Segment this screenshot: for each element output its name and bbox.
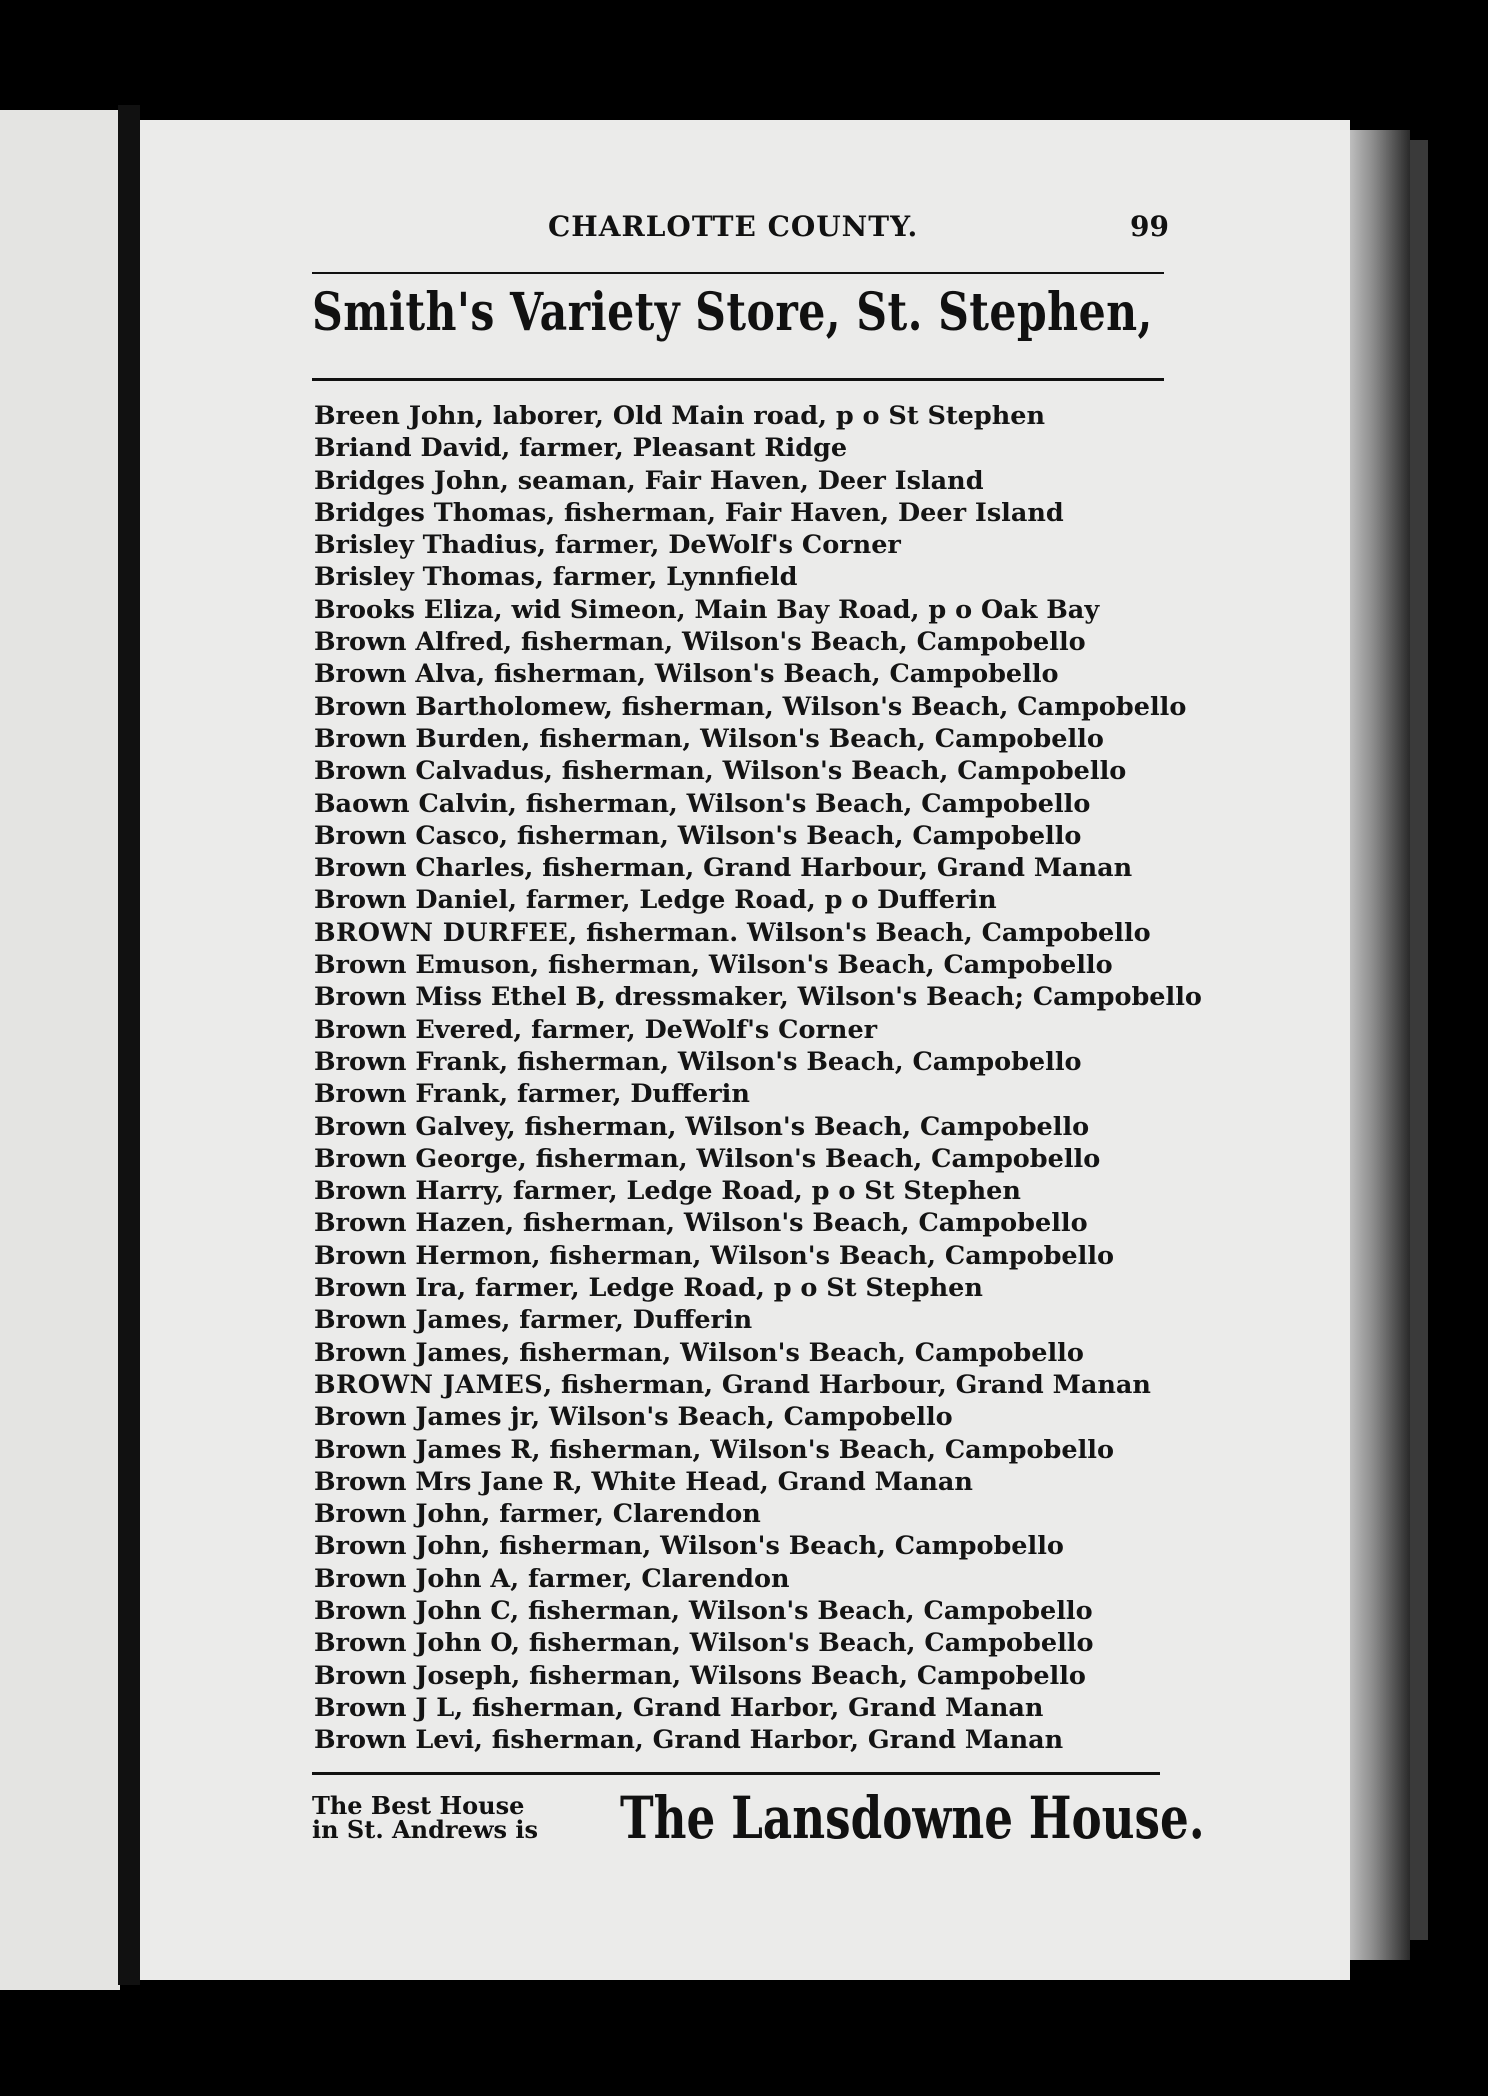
entry-name: Brown Charles bbox=[314, 853, 525, 884]
entry-details: , laborer, Old Main road, p o St Stephen bbox=[475, 401, 1046, 431]
entry-name: Brown Frank bbox=[314, 1046, 500, 1077]
entry-name: Brooks Eliza bbox=[314, 594, 494, 625]
entry-name: Brown Galvey bbox=[314, 1111, 507, 1142]
entry-name: Brown Casco bbox=[314, 820, 500, 851]
directory-entry bbox=[314, 1078, 1194, 1110]
top-rule bbox=[312, 272, 1164, 274]
entry-details: , farmer, Pleasant Ridge bbox=[501, 433, 848, 464]
entry-name: Baown Calvin bbox=[314, 788, 509, 819]
book-spine-shadow bbox=[1410, 140, 1428, 1940]
entry-details: , wid Simeon, Main Bay Road, p o Oak Bay bbox=[493, 594, 1100, 625]
entry-details: , fisherman, Wilson's Beach, Campobello bbox=[503, 627, 1086, 658]
entry-name: Briand David bbox=[314, 433, 502, 464]
footer-tagline bbox=[312, 1791, 602, 1844]
directory-entry bbox=[314, 1272, 1194, 1304]
directory-entry bbox=[314, 626, 1194, 658]
entry-name: Brown John A bbox=[314, 1563, 511, 1594]
directory-entry bbox=[314, 432, 1194, 464]
footer-tagline-line-2: in St. Andrews is bbox=[312, 1815, 538, 1844]
entry-details: , fisherman, Wilson's Beach, Campobello bbox=[505, 1208, 1088, 1239]
entry-name: Brown James bbox=[314, 1305, 502, 1336]
directory-entry bbox=[314, 1369, 1194, 1401]
directory-entry bbox=[314, 561, 1194, 593]
top-advertisement: Smith's Variety Store, St. Stephen, bbox=[312, 282, 1153, 343]
entry-name: Brisley Thadius bbox=[314, 530, 538, 561]
directory-entry bbox=[314, 658, 1194, 690]
directory-entry bbox=[314, 852, 1194, 884]
entry-details: , fisherman, Wilson's Beach, Campobello bbox=[543, 756, 1127, 787]
directory-entry bbox=[314, 1014, 1194, 1046]
entry-name: Brown Alva bbox=[314, 659, 477, 690]
entry-details: , fisherman, Wilson's Beach, Campobello bbox=[499, 1046, 1082, 1077]
entry-name: Brown Hermon bbox=[314, 1240, 532, 1271]
entry-details: , farmer, Dufferin bbox=[501, 1305, 753, 1336]
directory-entry bbox=[314, 400, 1194, 432]
entry-name: Brown Levi bbox=[314, 1725, 475, 1756]
directory-entry bbox=[314, 1337, 1194, 1369]
entry-details: , farmer, Clarendon bbox=[481, 1499, 761, 1530]
entry-name: BROWN DURFEE bbox=[314, 917, 569, 948]
entry-details: , farmer, DeWolf's Corner bbox=[537, 530, 901, 561]
directory-entry bbox=[314, 917, 1194, 949]
entry-details: , fisherman, Grand Harbor, Grand Manan bbox=[474, 1725, 1064, 1756]
entry-name: Brown Daniel bbox=[314, 885, 509, 916]
entry-details: , fisherman, Wilson's Beach, Campobello bbox=[531, 1240, 1115, 1271]
facing-page-edge bbox=[0, 110, 120, 1990]
entry-details: , fisherman, Wilson's Beach, Campobello bbox=[530, 950, 1113, 981]
directory-entry bbox=[314, 884, 1194, 916]
entry-name: Brown J L bbox=[314, 1692, 455, 1723]
entry-details: , fisherman. Wilson's Beach, Campobello bbox=[568, 917, 1151, 948]
entry-name: Brown James jr bbox=[314, 1402, 532, 1433]
directory-entry bbox=[314, 723, 1194, 755]
directory-entry bbox=[314, 1207, 1194, 1239]
entry-details: , fisherman, Fair Haven, Deer Island bbox=[546, 497, 1064, 528]
page-edges bbox=[1350, 130, 1410, 1960]
entry-name: Brisley Thomas bbox=[314, 562, 536, 593]
entry-details: , fisherman, Grand Harbor, Grand Manan bbox=[454, 1692, 1044, 1723]
bottom-advertisement bbox=[312, 1784, 1205, 1860]
directory-entry bbox=[314, 820, 1194, 852]
entry-details: , fisherman, Wilson's Beach, Campobello bbox=[531, 1434, 1114, 1465]
entry-name: Brown Calvadus bbox=[314, 756, 544, 787]
entry-name: Brown Evered bbox=[314, 1014, 514, 1045]
footer-hotel-name: The Lansdowne House. bbox=[620, 1784, 1205, 1852]
directory-entry bbox=[314, 497, 1194, 529]
entry-details: , dressmaker, Wilson's Beach; Campobello bbox=[596, 982, 1202, 1013]
directory-entry bbox=[314, 1304, 1194, 1336]
footer-rule bbox=[312, 1772, 1160, 1775]
directory-entry bbox=[314, 1660, 1194, 1692]
entry-name: Brown John O bbox=[314, 1628, 512, 1659]
directory-entry bbox=[314, 1498, 1194, 1530]
entry-name: Brown George bbox=[314, 1143, 518, 1174]
entry-name: Brown Hazen bbox=[314, 1208, 506, 1239]
directory-entry bbox=[314, 1401, 1194, 1433]
directory-entry bbox=[314, 1692, 1194, 1724]
entry-details: , fisherman, Wilson's Beach, Campobello bbox=[521, 723, 1104, 754]
entry-details: , fisherman, Wilson's Beach, Campobello bbox=[506, 1111, 1090, 1142]
entry-details: , fisherman, Wilson's Beach, Campobello bbox=[603, 691, 1187, 722]
entry-name: Brown John C bbox=[314, 1595, 511, 1626]
directory-entry bbox=[314, 1466, 1194, 1498]
directory-entry bbox=[314, 1724, 1194, 1756]
directory-entry bbox=[314, 788, 1194, 820]
entry-name: Brown James bbox=[314, 1337, 502, 1368]
directory-entry bbox=[314, 1627, 1194, 1659]
directory-entry bbox=[314, 1143, 1194, 1175]
entry-details: , fisherman, Wilson's Beach, Campobello bbox=[476, 659, 1059, 690]
directory-entry bbox=[314, 529, 1194, 561]
entry-name: Brown Harry bbox=[314, 1176, 496, 1207]
entry-details: , farmer, DeWolf's Corner bbox=[513, 1014, 878, 1045]
entry-name: Bridges John bbox=[314, 465, 500, 496]
entry-details: , fisherman, Wilsons Beach, Campobello bbox=[511, 1660, 1086, 1691]
footer-tagline-line-1: The Best House bbox=[312, 1791, 525, 1820]
directory-entry bbox=[314, 1595, 1194, 1627]
entry-name: Brown Joseph bbox=[314, 1660, 512, 1691]
directory-entry bbox=[314, 594, 1194, 626]
entry-name: Brown Frank bbox=[314, 1079, 500, 1110]
entry-name: Brown James R bbox=[314, 1434, 532, 1465]
entry-name: Brown John bbox=[314, 1531, 482, 1562]
page-number: 99 bbox=[1130, 210, 1169, 243]
entry-details: , fisherman, Grand Harbour, Grand Manan bbox=[524, 853, 1133, 884]
entry-details: , farmer, Clarendon bbox=[510, 1563, 790, 1594]
entry-details: , fisherman, Grand Harbour, Grand Manan bbox=[543, 1369, 1151, 1400]
entry-details: , farmer, Lynnfield bbox=[535, 562, 798, 593]
directory-entry bbox=[314, 1111, 1194, 1143]
directory-entry bbox=[314, 691, 1194, 723]
entry-details: , fisherman, Wilson's Beach, Campobello bbox=[481, 1531, 1064, 1562]
entry-details: , farmer, Ledge Road, p o Dufferin bbox=[508, 885, 997, 916]
book-binding bbox=[118, 105, 140, 1985]
directory-entry bbox=[314, 755, 1194, 787]
directory-entry bbox=[314, 981, 1202, 1013]
directory-entry bbox=[314, 1530, 1194, 1562]
entry-name: Brown Bartholomew bbox=[314, 691, 604, 722]
entry-details: , farmer, Ledge Road, p o St Stephen bbox=[495, 1176, 1021, 1207]
directory-entry bbox=[314, 1175, 1194, 1207]
entry-details: , fisherman, Wilson's Beach, Campobello bbox=[511, 1628, 1094, 1659]
entry-name: Brown Miss Ethel B bbox=[314, 982, 597, 1013]
entry-details: , farmer, Dufferin bbox=[499, 1079, 750, 1110]
entry-name: Bridges Thomas bbox=[314, 497, 547, 528]
directory-entry bbox=[314, 1240, 1194, 1272]
entry-details: , fisherman, Wilson's Beach, Campobello bbox=[508, 788, 1091, 819]
entry-name: Brown Burden bbox=[314, 723, 522, 754]
entry-name: BROWN JAMES bbox=[314, 1369, 544, 1400]
entry-details: , fisherman, Wilson's Beach, Campobello bbox=[501, 1337, 1084, 1368]
banner-rule bbox=[312, 378, 1164, 381]
entry-details: , fisherman, Wilson's Beach, Campobello bbox=[517, 1143, 1101, 1174]
entry-name: Brown Alfred bbox=[314, 627, 504, 658]
entry-details: , seaman, Fair Haven, Deer Island bbox=[499, 465, 984, 496]
directory-entries bbox=[314, 400, 1202, 1756]
entry-name: Brown Emuson bbox=[314, 950, 531, 981]
directory-entry bbox=[314, 949, 1194, 981]
entry-details: , Wilson's Beach, Campobello bbox=[531, 1402, 953, 1433]
directory-entry bbox=[314, 1434, 1194, 1466]
entry-details: , fisherman, Wilson's Beach, Campobello bbox=[510, 1595, 1093, 1626]
directory-entry bbox=[314, 1563, 1194, 1595]
entry-details: , White Head, Grand Manan bbox=[573, 1466, 973, 1497]
entry-name: Brown John bbox=[314, 1499, 482, 1530]
entry-name: Brown Ira bbox=[314, 1273, 458, 1304]
directory-entry bbox=[314, 1046, 1194, 1078]
entry-details: , fisherman, Wilson's Beach, Campobello bbox=[499, 820, 1082, 851]
directory-entry bbox=[314, 465, 1194, 497]
running-head: CHARLOTTE COUNTY. bbox=[548, 210, 919, 243]
entry-name: Brown Mrs Jane R bbox=[314, 1466, 574, 1497]
entry-name: Breen John bbox=[314, 401, 476, 431]
entry-details: , farmer, Ledge Road, p o St Stephen bbox=[457, 1273, 983, 1304]
